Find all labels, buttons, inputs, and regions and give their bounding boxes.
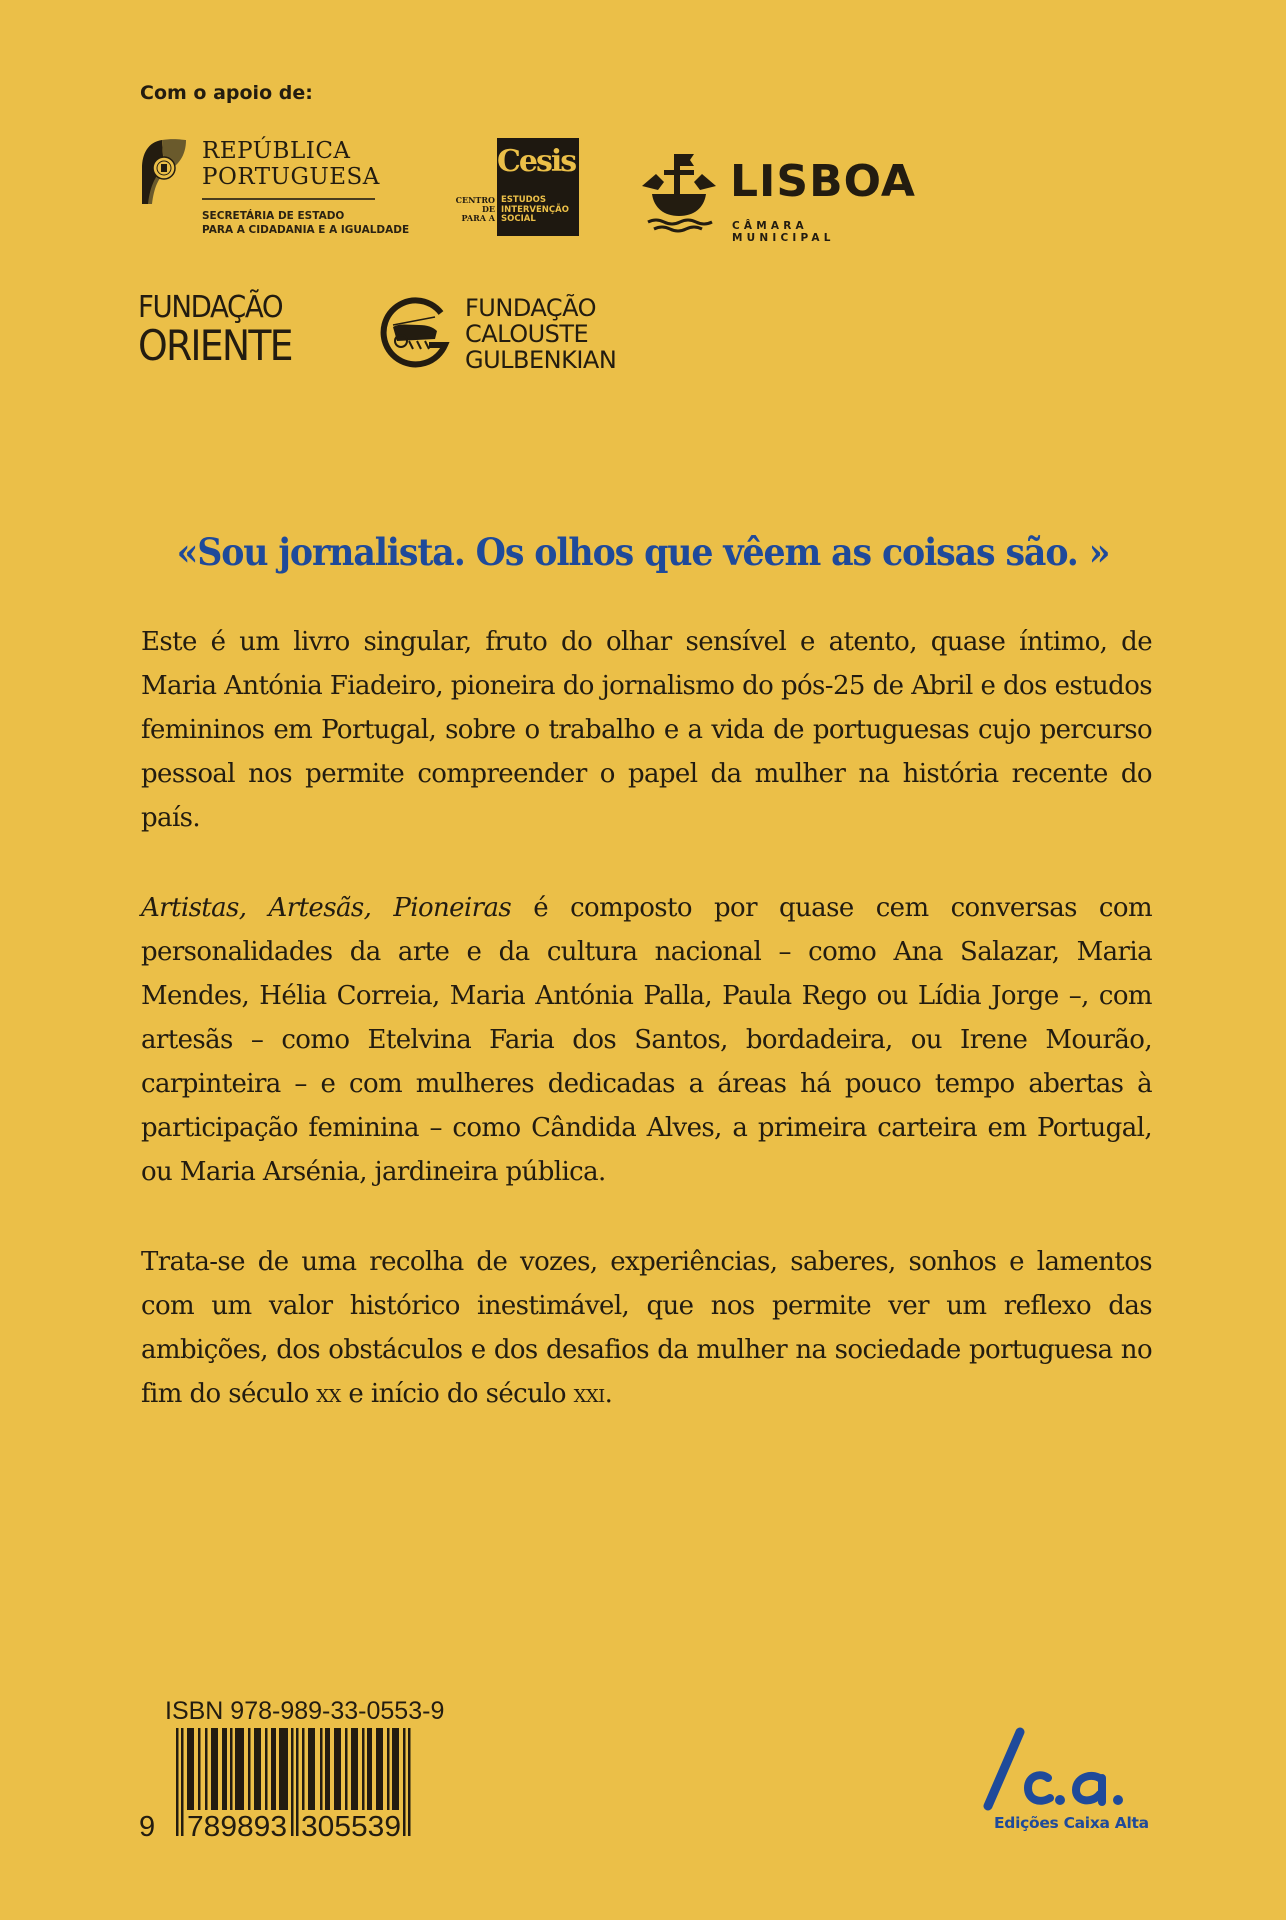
fundacao-oriente-logo — [138, 290, 328, 373]
republica-portuguesa-logo — [140, 138, 410, 243]
cesis-right-text — [501, 196, 569, 225]
gulbenkian-line3: GULBENKIAN — [465, 346, 617, 374]
lisboa-title: LISBOA — [730, 156, 916, 207]
pull-quote: «Sou jornalista. Os olhos que vêem as coisas são. » — [176, 530, 1110, 574]
oriente-line1: FUNDAÇÃO — [138, 290, 283, 325]
republica-title — [202, 138, 380, 190]
gulbenkian-logo — [379, 295, 639, 375]
century-xx: xx — [316, 1379, 341, 1409]
isbn-label: ISBN 978-989-33-0553-9 — [165, 1697, 445, 1725]
paragraph-1: Este é um livro singular, fruto do olhar sensível e atento, quase íntimo, de Maria Antónia Fiadeiro, pioneira do jornalismo do pós-25 de Abril e dos estudos femininos em Portugal, sobre o trabalho e a vida de portuguesas cujo percurso pessoal nos permite compreender o papel da mulher na história recente do país. — [141, 627, 1152, 833]
paragraph-2-text: é composto por quase cem conversas com personalidades da arte e da cultura nacional – como Ana Salazar, Maria Mendes, Hélia Correia, Maria Antónia Palla, Paula Rego ou Lídia Jorge –, com artesãs – como Etelvina Faria dos Santos, bordadeira, ou Irene Mourão, carpinteira – e com mulheres dedicadas a áreas há pouco tempo abertas à participação feminina – como Cândida Alves, a primeira carteira em Portugal, ou Maria Arsénia, jardineira pública. — [141, 893, 1152, 1187]
cesis-logo — [443, 138, 583, 238]
publisher-logo — [966, 1722, 1166, 1842]
barcode-icon — [139, 1728, 430, 1843]
republica-sub1: SECRETÁRIA DE ESTADO — [202, 210, 345, 222]
lisboa-logo — [638, 152, 916, 244]
book-title: Artistas, Artesãs, Pioneiras — [141, 893, 512, 923]
republica-subtitle — [202, 209, 409, 237]
barcode-digits-left: 789893 — [187, 1811, 287, 1843]
gulbenkian-line2: CALOUSTE — [465, 320, 589, 348]
cesis-mark: Cesis — [497, 144, 576, 179]
paragraph-3-text-c: . — [604, 1379, 613, 1409]
cesis-left2: PARA A — [461, 213, 495, 223]
divider — [202, 198, 375, 200]
cesis-right3: SOCIAL — [501, 214, 536, 224]
republica-line2: PORTUGUESA — [202, 164, 380, 190]
paragraph-2 — [141, 886, 1152, 1194]
lisboa-subtitle: CÂMARA MUNICIPAL — [732, 220, 835, 244]
gulbenkian-chariot-icon — [379, 295, 454, 371]
paragraph-3-text-a: Trata-se de uma recolha de vozes, experiências, saberes, sonhos e lamentos com um valor histórico inestimável, que nos permite ver um reflexo das ambições, dos obstáculos e dos desafios da mulher na sociedade portuguesa no fim do século — [141, 1247, 1152, 1409]
cesis-left-text — [443, 196, 495, 223]
cesis-right1: ESTUDOS — [501, 195, 547, 205]
paragraph-3 — [141, 1240, 1152, 1416]
gulbenkian-name — [465, 295, 616, 373]
barcode-first-digit: 9 — [139, 1811, 156, 1843]
portugal-emblem-icon — [140, 138, 188, 206]
publisher-name: Edições Caixa Alta — [994, 1814, 1149, 1832]
century-xxi: xxi — [573, 1379, 605, 1409]
gulbenkian-line1: FUNDAÇÃO — [465, 294, 597, 322]
cesis-right2: INTERVENÇÃO — [501, 204, 569, 215]
barcode — [139, 1728, 430, 1843]
caixa-alta-logo-icon — [966, 1722, 1146, 1812]
republica-line1: REPÚBLICA — [202, 138, 351, 164]
barcode-digits-right: 305539 — [301, 1811, 401, 1843]
paragraph-3-text-b: e início do século — [340, 1379, 574, 1409]
lisbon-ship-emblem-icon — [638, 152, 720, 234]
oriente-line2: ORIENTE — [138, 321, 292, 370]
cesis-left1: CENTRO DE — [455, 195, 495, 214]
republica-sub2: PARA A CIDADANIA E A IGUALDADE — [202, 224, 410, 236]
support-label: Com o apoio de: — [140, 82, 313, 104]
